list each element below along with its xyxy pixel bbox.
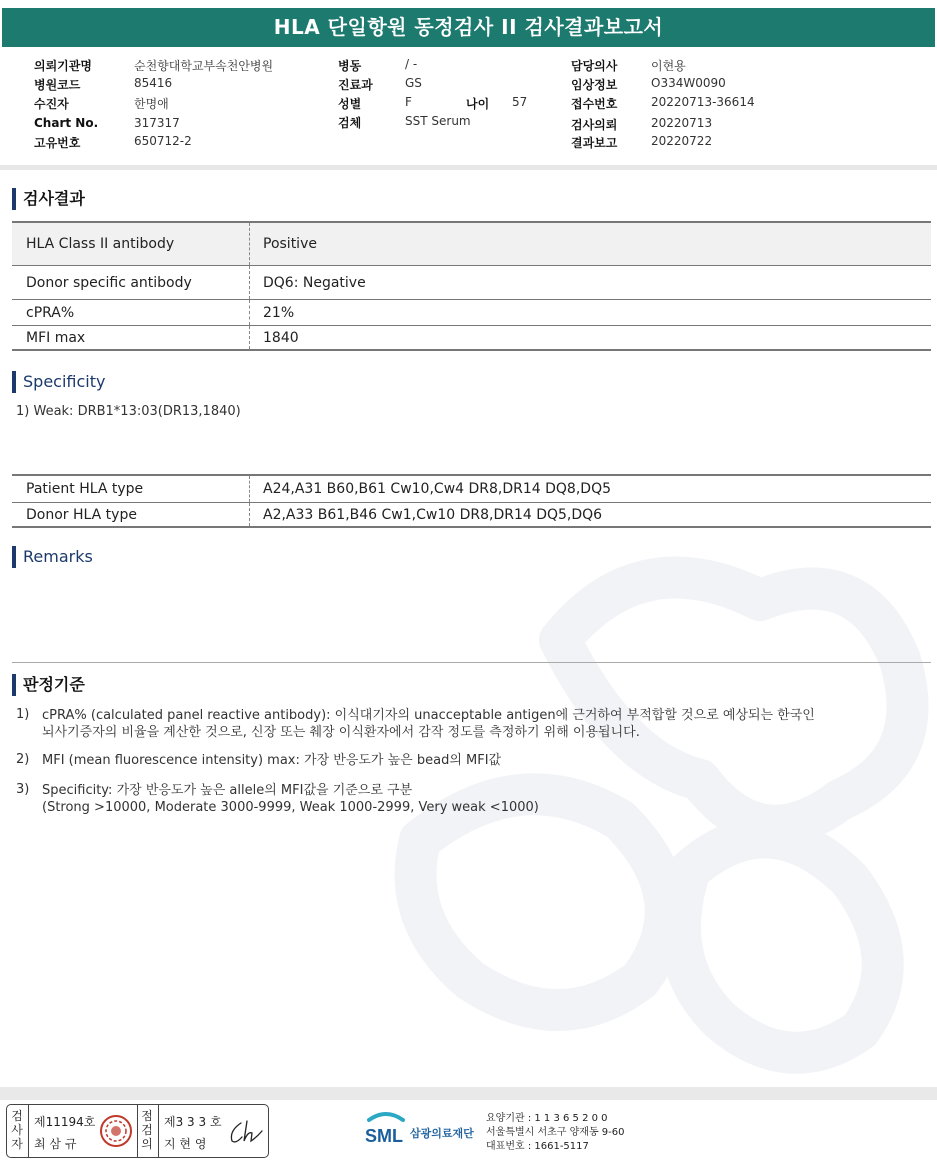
table-row: [12, 476, 931, 502]
info-value: 85416: [134, 76, 173, 90]
divider: [28, 1105, 29, 1157]
seal-stamp-icon: [99, 1114, 133, 1148]
row-value: A2,A33 B61,B46 Cw1,Cw10 DR8,DR14 DQ5,DQ6: [263, 506, 603, 523]
report-title: HLA 단일항원 동정검사 II 검사결과보고서: [2, 8, 935, 47]
section-title-results: 검사결과: [12, 188, 85, 210]
section-title-remarks: Remarks: [12, 546, 93, 568]
table-row: [12, 325, 931, 349]
table-row: [12, 502, 931, 526]
info-value: 이현용: [651, 59, 686, 73]
info-value: 20220713: [651, 116, 713, 130]
info-label: 병원코드: [34, 78, 81, 92]
reviewer-label: 점 검 의: [141, 1109, 153, 1151]
row-key: MFI max: [12, 326, 250, 349]
info-label: 나이: [466, 97, 490, 111]
org-address-line: 요양기관 : 1 1 3 6 5 2 0 0: [486, 1113, 608, 1124]
signature-box: [6, 1104, 269, 1158]
divider: [137, 1105, 138, 1157]
info-value: 20220722: [651, 134, 713, 148]
table-row: [12, 223, 931, 265]
criteria-number: 3): [16, 782, 30, 797]
info-value: GS: [405, 76, 422, 90]
criteria-number: 1): [16, 707, 30, 722]
row-value: 21%: [263, 304, 295, 321]
row-key: Patient HLA type: [12, 476, 250, 502]
criteria-line: MFI (mean fluorescence intensity) max: 가장 반응도가 높은 bead의 MFI값: [42, 753, 502, 768]
info-value: 20220713-36614: [651, 95, 755, 109]
divider: [12, 662, 931, 663]
info-label: 접수번호: [571, 97, 618, 111]
info-value: 317317: [134, 116, 180, 130]
criteria-number: 2): [16, 752, 30, 767]
info-label: 임상정보: [571, 78, 618, 92]
info-label: 수진자: [34, 97, 69, 111]
specificity-text: 1) Weak: DRB1*13:03(DR13,1840): [16, 404, 241, 419]
row-key: Donor specific antibody: [12, 266, 250, 299]
row-key: Donor HLA type: [12, 503, 250, 526]
criteria-line: (Strong >10000, Moderate 3000-9999, Weak 1000-2999, Very weak <1000): [42, 800, 539, 815]
info-label: 담당의사: [571, 59, 618, 73]
patient-info-block: [0, 55, 937, 165]
criteria-item: [16, 707, 916, 745]
hla-type-table: [12, 474, 931, 528]
info-value: 순천향대학교부속천안병원: [134, 59, 274, 73]
sml-logo-icon: [363, 1110, 409, 1154]
criteria-line: Specificity: 가장 반응도가 높은 allele의 MFI값을 기준으로 구분: [42, 783, 413, 798]
row-key: cPRA%: [12, 300, 250, 325]
sml-logo: [363, 1110, 409, 1158]
info-value: / -: [405, 57, 418, 71]
row-value: 1840: [263, 329, 299, 346]
table-row: [12, 299, 931, 325]
info-value: 57: [512, 95, 528, 109]
sml-logo-text: SML: [365, 1126, 403, 1146]
info-value: O334W0090: [651, 76, 726, 90]
reviewer-license: 제3 3 3 호: [164, 1115, 222, 1129]
results-table: [12, 221, 931, 351]
criteria-item: [16, 782, 916, 820]
info-value: 한명애: [134, 97, 169, 111]
section-title-criteria: 판정기준: [12, 674, 85, 696]
info-value: F: [405, 95, 412, 109]
info-value: SST Serum: [405, 114, 471, 128]
info-label: 성별: [338, 97, 362, 111]
inspector-name: 최 삼 규: [34, 1137, 77, 1151]
org-address-line: 서울특별시 서초구 양재동 9-60: [486, 1127, 625, 1138]
criteria-item: [16, 752, 916, 772]
info-label: 결과보고: [571, 136, 618, 150]
info-label: 검체: [338, 116, 362, 130]
criteria-line: 뇌사기증자의 비율을 계산한 것으로, 신장 또는 췌장 이식환자에서 감작 정도를 측정하기 위해 이용됩니다.: [42, 725, 640, 740]
info-label: Chart No.: [34, 116, 99, 130]
info-label: 고유번호: [34, 136, 81, 150]
org-address-line: 대표번호 : 1661-5117: [486, 1141, 589, 1152]
info-value: 650712-2: [134, 134, 192, 148]
inspector-label: 검 사 자: [11, 1109, 23, 1151]
info-label: 의뢰기관명: [34, 59, 92, 73]
footer-band: [0, 1087, 937, 1100]
criteria-line: cPRA% (calculated panel reactive antibody): 이식대기자의 unacceptable antigen에 근거하여 부적합할 것으로 예상되는 한국인: [42, 708, 815, 723]
row-key: HLA Class II antibody: [12, 223, 250, 265]
divider-band: [0, 165, 937, 170]
org-address-block: [486, 1112, 625, 1154]
info-label: 진료과: [338, 78, 373, 92]
divider: [158, 1105, 159, 1157]
info-label: 병동: [338, 59, 362, 73]
info-label: 검사의뢰: [571, 118, 618, 132]
section-title-specificity: Specificity: [12, 371, 105, 393]
row-value: DQ6: Negative: [263, 274, 366, 291]
row-value: A24,A31 B60,B61 Cw10,Cw4 DR8,DR14 DQ8,DQ5: [263, 481, 611, 497]
reviewer-name: 지 현 영: [164, 1137, 207, 1151]
handwritten-signature-icon: [227, 1117, 265, 1147]
table-row: [12, 265, 931, 299]
inspector-license: 제11194호: [34, 1115, 96, 1129]
org-name: 삼광의료재단: [410, 1127, 474, 1140]
row-value: Positive: [263, 236, 317, 252]
